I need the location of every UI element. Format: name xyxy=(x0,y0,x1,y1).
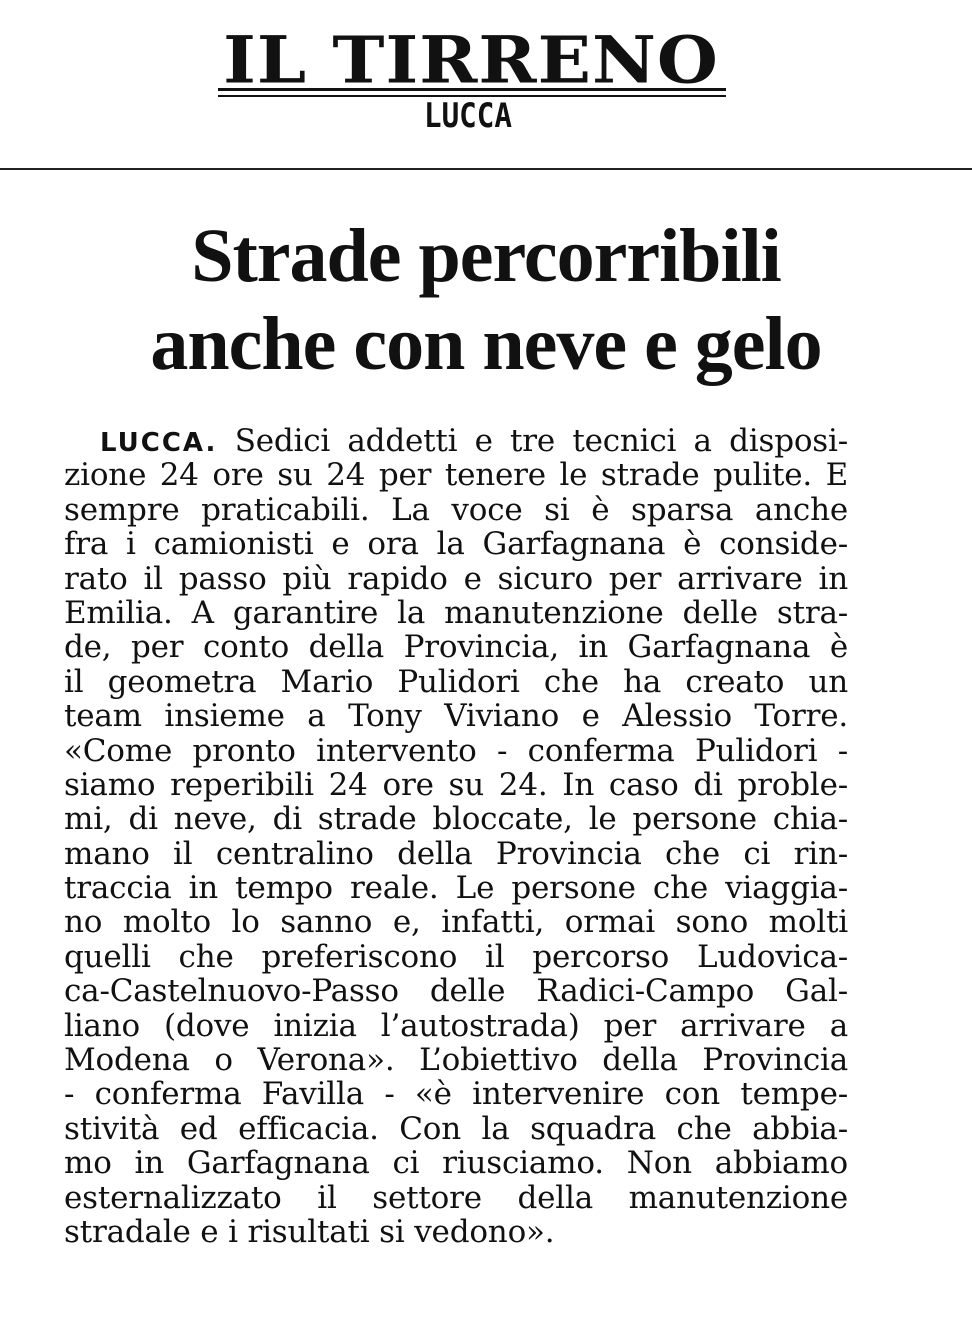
body-line: stradale e i risultati si vedono». xyxy=(64,1213,555,1250)
body-line: «Come pronto intervento - conferma Pulidori - xyxy=(64,732,848,769)
body-line: traccia in tempo reale. Le persone che viaggia- xyxy=(64,870,848,907)
body-line: quelli che preferiscono il percorso Ludovica- xyxy=(64,938,848,975)
headline-line: Strade percorribili xyxy=(191,214,781,298)
masthead-rule-top xyxy=(218,88,726,91)
body-line: de, per conto della Provincia, in Garfagnana è xyxy=(64,629,848,666)
headline-line: anche con neve e gelo xyxy=(150,302,822,386)
newspaper-name: IL TIRRENO xyxy=(223,21,719,98)
body-line: esternalizzato il settore della manutenzione xyxy=(64,1179,848,1216)
body-line: ca-Castelnuovo-Passo delle Radici-Campo Gal- xyxy=(64,973,848,1010)
body-line: team insieme a Tony Viviano e Alessio Torre. xyxy=(64,698,848,735)
body-line: Modena o Verona». L’obiettivo della Provincia xyxy=(64,1042,848,1079)
body-line-text: Sedici addetti e tre tecnici a disposi- xyxy=(217,423,848,459)
body-line: liano (dove inizia l’autostrada) per arrivare a xyxy=(64,1007,848,1044)
masthead xyxy=(0,0,972,170)
edition-label: LUCCA xyxy=(423,96,513,136)
body-line: rato il passo più rapido e sicuro per arrivare in xyxy=(64,560,848,597)
body-line: mo in Garfagnana ci riusciamo. Non abbiamo xyxy=(64,1145,848,1182)
body-line: stività ed efficacia. Con la squadra che abbia- xyxy=(64,1110,848,1147)
body-line: il geometra Mario Pulidori che ha creato un xyxy=(64,663,848,700)
dateline: LUCCA. xyxy=(100,428,218,458)
body-line: sempre praticabili. La voce si è sparsa anche xyxy=(64,491,848,528)
body-line: mano il centralino della Provincia che ci rin- xyxy=(64,835,848,872)
body-line: mi, di neve, di strade bloccate, le persone chia- xyxy=(64,801,848,838)
body-line: siamo reperibili 24 ore su 24. In caso di proble- xyxy=(64,766,848,803)
body-line: - conferma Favilla - «è intervenire con tempe- xyxy=(64,1076,848,1113)
body-line xyxy=(64,424,848,458)
article-headline xyxy=(40,212,932,388)
article-body xyxy=(64,424,848,1249)
body-line: fra i camionisti e ora la Garfagnana è conside- xyxy=(64,526,848,563)
body-line: zione 24 ore su 24 per tenere le strade pulite. E xyxy=(64,457,848,494)
body-line: no molto lo sanno e, infatti, ormai sono molti xyxy=(64,904,848,941)
body-line: Emilia. A garantire la manutenzione delle stra- xyxy=(64,594,848,631)
